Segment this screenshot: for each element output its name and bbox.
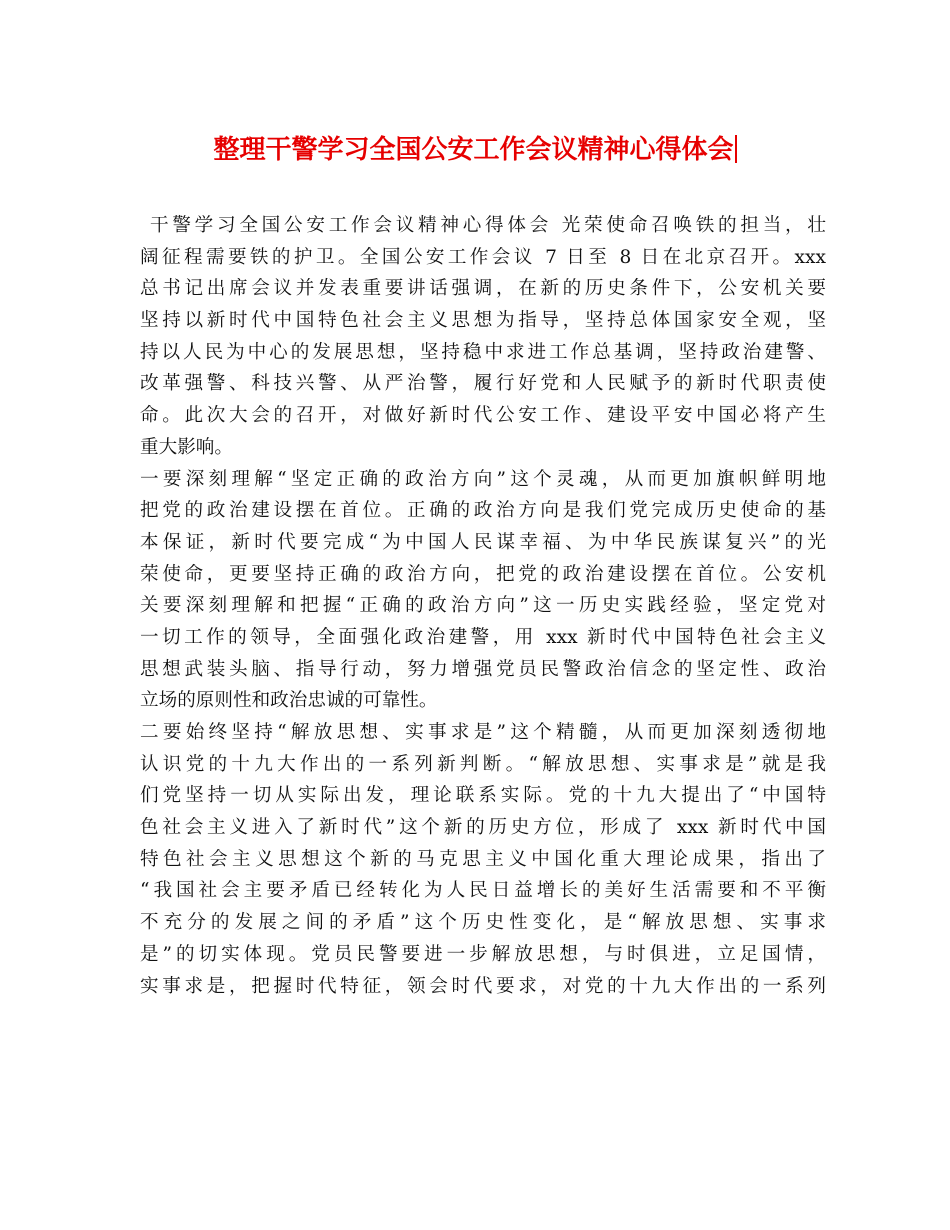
paragraph-line: 不充分的发展之间的矛盾”这个历史性变化，是“解放思想、实事求	[140, 912, 826, 934]
document-title	[0, 130, 950, 170]
paragraph-line: 干警学习全国公安工作会议精神心得体会 光荣使命召唤铁的担当，壮	[150, 215, 826, 236]
paragraph-line: 坚持以新时代中国特色社会主义思想为指导，坚持总体国家安全观，坚	[140, 310, 826, 332]
paragraph-line: 色社会主义进入了新时代”这个新的历史方位，形成了 xxx 新时代中国	[140, 817, 826, 839]
paragraph-line: 总书记出席会议并发表重要讲话强调，在新的历史条件下，公安机关要	[140, 278, 826, 300]
document-body	[140, 210, 826, 1002]
paragraph-line: 是”的切实体现。党员民警要进一步解放思想，与时俱进，立足国情，	[140, 943, 826, 965]
paragraph-line: 本保证，新时代要完成“为中国人民谋幸福、为中华民族谋复兴”的光	[140, 531, 826, 553]
paragraph-line: 改革强警、科技兴警、从严治警，履行好党和人民赋予的新时代职责使	[140, 373, 826, 395]
paragraph-line: 持以人民为中心的发展思想，坚持稳中求进工作总基调，坚持政治建警、	[140, 341, 826, 363]
paragraph-line: 二要始终坚持“解放思想、实事求是”这个精髓，从而更加深刻透彻地	[140, 722, 826, 743]
paragraph-line: 阔征程需要铁的护卫。全国公安工作会议 7 日至 8 日在北京召开。xxx	[140, 246, 826, 268]
paragraph-line: 关要深刻理解和把握“正确的政治方向”这一历史实践经验，坚定党对	[140, 595, 826, 617]
paragraph-line: 思想武装头脑、指导行动，努力增强党员民警政治信念的坚定性、政治	[140, 658, 826, 680]
paragraph-line: 荣使命，更要坚持正确的政治方向，把党的政治建设摆在首位。公安机	[140, 563, 826, 585]
paragraph-line: 立场的原则性和政治忠诚的可靠性。	[140, 690, 438, 712]
paragraph-line: 把党的政治建设摆在首位。正确的政治方向是我们党完成历史使命的基	[140, 500, 826, 522]
paragraph-line: 命。此次大会的召开，对做好新时代公安工作、建设平安中国必将产生	[140, 405, 826, 427]
paragraph-line: 实事求是，把握时代特征，领会时代要求，对党的十九大作出的一系列	[140, 975, 826, 997]
text-cursor	[735, 135, 737, 163]
title-text: 整理干警学习全国公安工作会议精神心得体会	[213, 135, 734, 165]
paragraph-line: “我国社会主要矛盾已经转化为人民日益增长的美好生活需要和不平衡	[140, 880, 826, 902]
paragraph-line: 一切工作的领导，全面强化政治建警，用 xxx 新时代中国特色社会主义	[140, 626, 826, 648]
paragraph-line: 特色社会主义思想这个新的马克思主义中国化重大理论成果，指出了	[140, 848, 826, 870]
paragraph-line: 们党坚持一切从实际出发，理论联系实际。党的十九大提出了“中国特	[140, 785, 826, 807]
paragraph-line: 认识党的十九大作出的一系列新判断。“解放思想、实事求是”就是我	[140, 753, 826, 775]
paragraph-line: 重大影响。	[140, 436, 233, 458]
paragraph-line: 一要深刻理解“坚定正确的政治方向”这个灵魂，从而更加旗帜鲜明地	[140, 468, 826, 490]
